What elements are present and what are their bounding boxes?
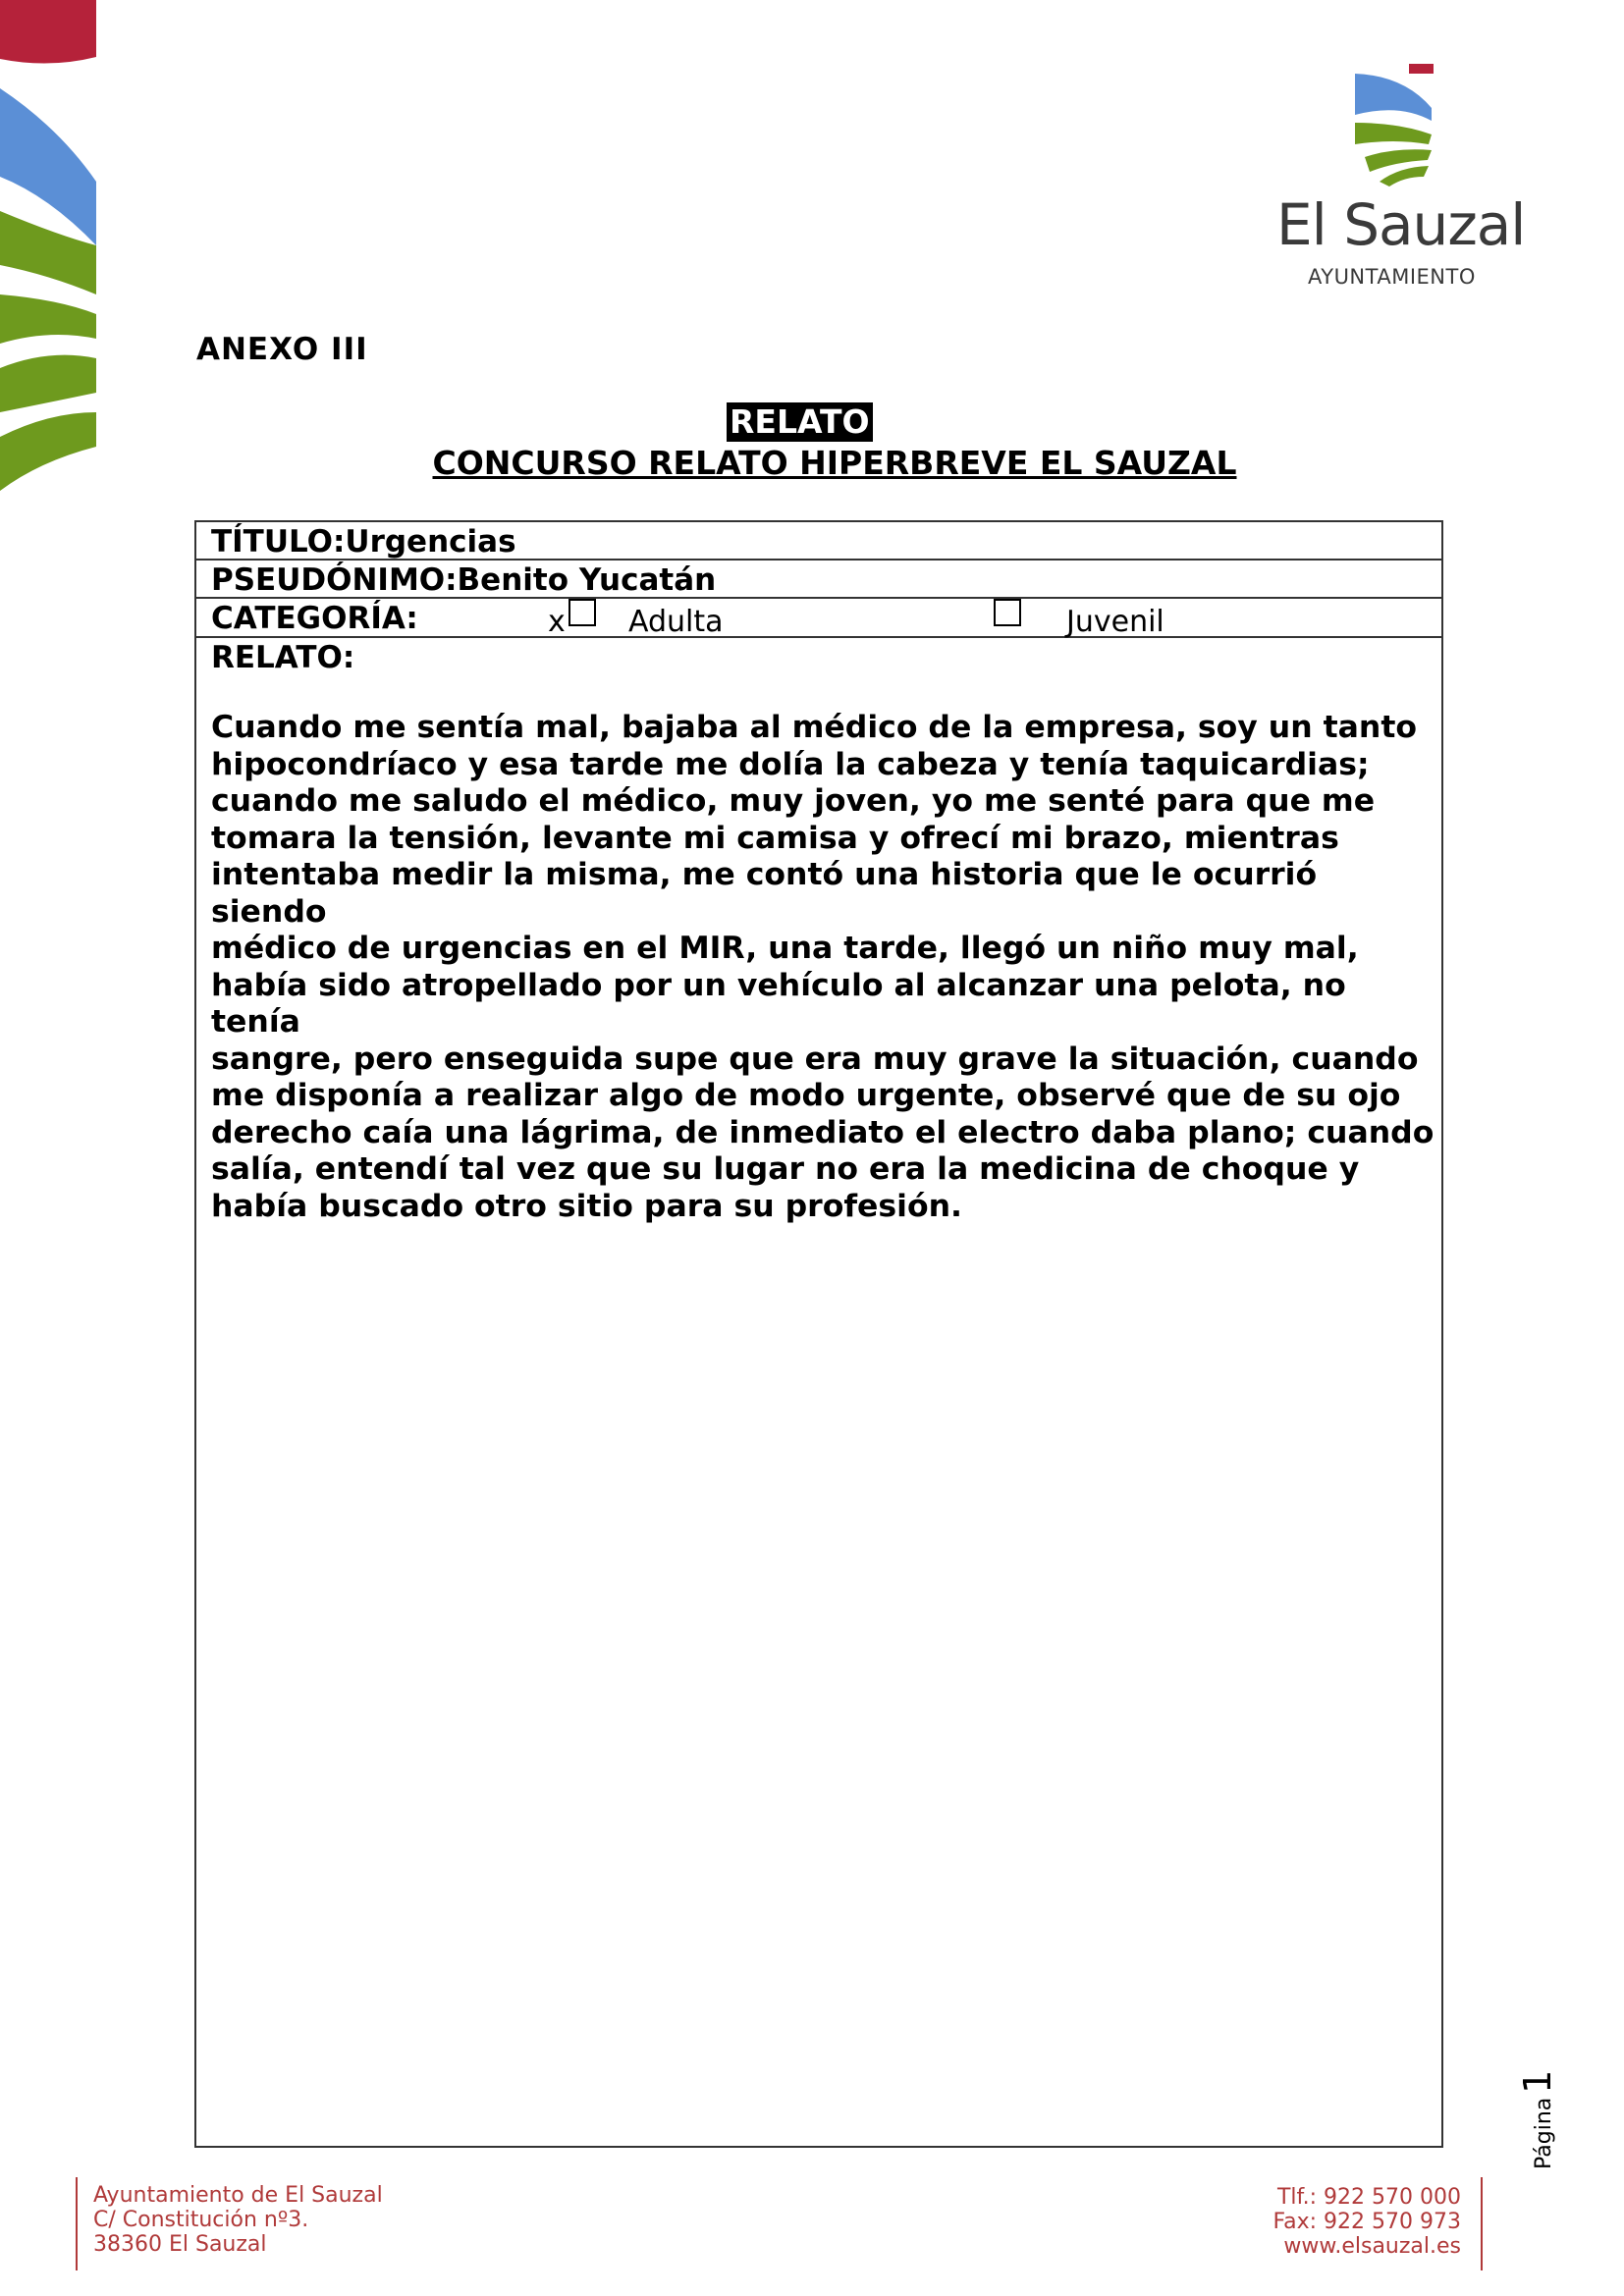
category-row xyxy=(196,599,1441,638)
footer-contact xyxy=(1272,2185,1461,2259)
footer-address xyxy=(93,2183,383,2257)
pseudonym-row xyxy=(196,561,1441,599)
checkbox-juvenil[interactable] xyxy=(994,599,1021,626)
page-number-value: 1 xyxy=(1516,2069,1559,2094)
entry-form xyxy=(194,520,1443,2148)
footer-address-line: Ayuntamiento de El Sauzal xyxy=(93,2183,383,2208)
category-mark: x xyxy=(548,605,566,639)
story-text: Cuando me sentía mal, bajaba al médico de la empresa, soy un tanto hipocondríaco y esa tarde me dolía la cabeza y tenía taquicardias; cuando me saludo el médico, muy joven, yo me senté para que me tomara la tensión, levante mi camisa y ofrecí mi brazo, mientras intentaba medir la misma, me contó una historia que le ocurrió siendo médico de urgencias en el MIR, una tarde, llegó un niño muy mal, había sido atropellado por un vehículo al alcanzar una pelota, no tenía sangre, pero enseguida supe que era muy grave la situación, cuando me disponía a realizar algo de modo urgente, observé que de su ojo derecho caía una lágrima, de inmediato el electro daba plano; cuando salía, entendí tal vez que su lugar no era la medicina de choque y había buscado otro sitio para su profesión. xyxy=(211,710,1435,1224)
footer-phone: Tlf.: 922 570 000 xyxy=(1276,2185,1461,2210)
decorative-stripes xyxy=(0,0,108,510)
annex-heading: ANEXO III xyxy=(196,332,368,367)
footer-address-line: C/ Constitución nº3. xyxy=(93,2208,309,2232)
footer-website[interactable]: www.elsauzal.es xyxy=(1283,2234,1461,2259)
story-label: RELATO: xyxy=(211,640,355,675)
footer-divider-right xyxy=(1481,2177,1483,2270)
footer-address-line: 38360 El Sauzal xyxy=(93,2232,267,2257)
footer-divider-left xyxy=(76,2177,78,2270)
option-adulta-label: Adulta xyxy=(628,605,724,639)
logo-subtitle: AYUNTAMIENTO xyxy=(1308,265,1476,289)
title-row xyxy=(196,522,1441,561)
el-sauzal-logo xyxy=(1276,64,1532,299)
option-juvenil-label: Juvenil xyxy=(1066,605,1164,639)
page-number xyxy=(1483,2052,1571,2169)
page-label: Página xyxy=(1532,2097,1556,2169)
contest-title: CONCURSO RELATO HIPERBREVE EL SAUZAL xyxy=(432,444,1237,482)
pseudonym-field: PSEUDÓNIMO:Benito Yucatán xyxy=(211,562,717,598)
category-label: CATEGORÍA: xyxy=(211,601,418,636)
title-field: TÍTULO:Urgencias xyxy=(211,524,516,560)
logo-emblem-icon xyxy=(1355,64,1438,187)
logo-name: El Sauzal xyxy=(1276,191,1526,258)
document-title: RELATO xyxy=(727,402,873,442)
footer-fax: Fax: 922 570 973 xyxy=(1272,2210,1461,2234)
checkbox-adulta[interactable] xyxy=(568,599,596,626)
